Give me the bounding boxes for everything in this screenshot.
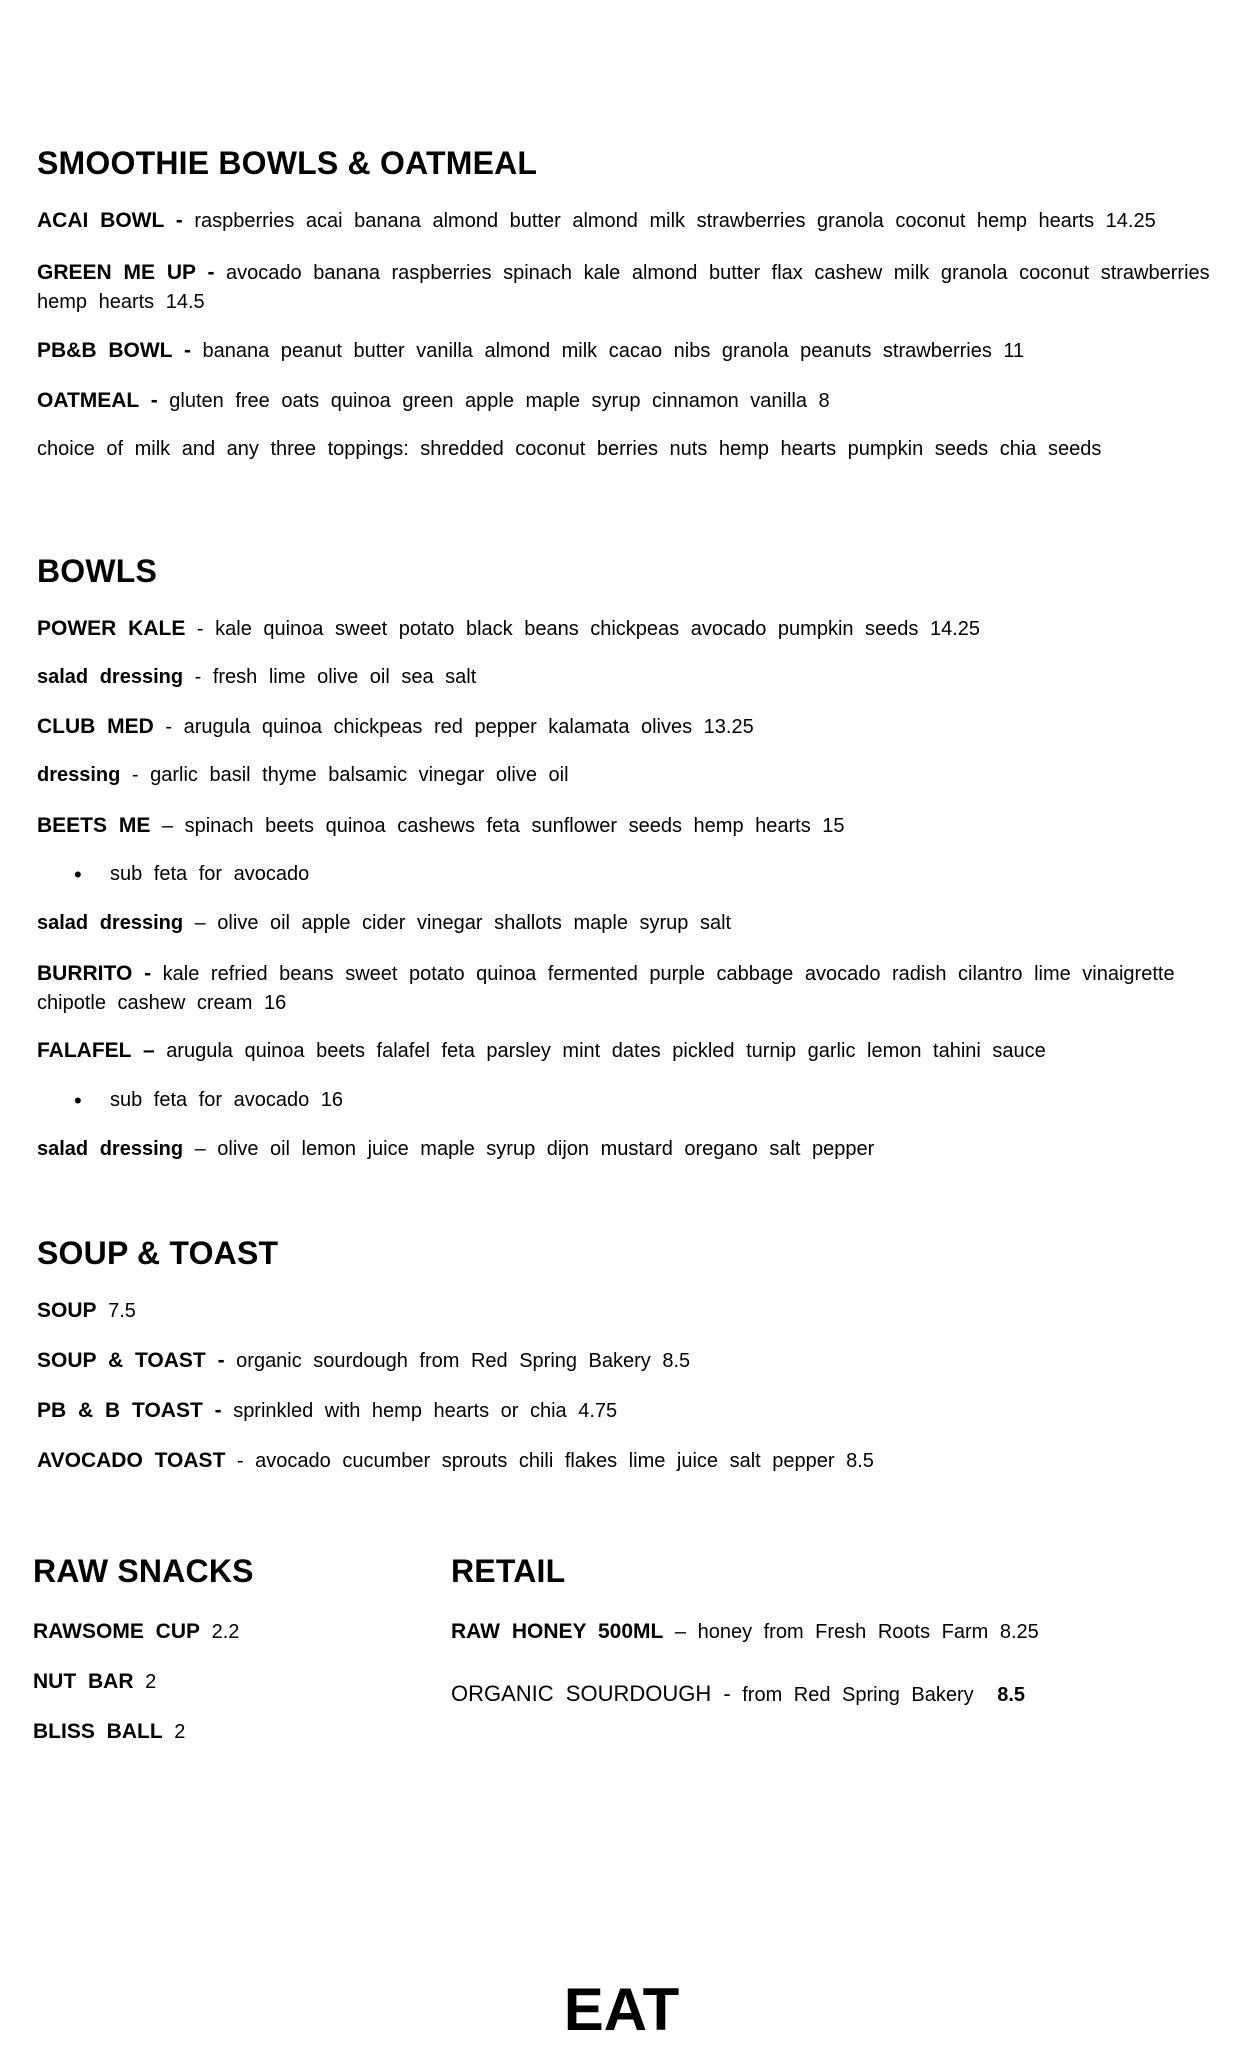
item-name: ACAI BOWL - — [37, 209, 183, 232]
item-name: POWER KALE — [37, 617, 186, 640]
menu-item-beets-me — [37, 811, 845, 841]
item-description: - arugula quinoa chickpeas red pepper kalamata olives 13.25 — [165, 716, 754, 738]
item-description: sprinkled with hemp hearts or chia 4.75 — [233, 1400, 618, 1422]
menu-item-pbb-bowl — [37, 336, 1024, 366]
item-name: AVOCADO TOAST — [37, 1449, 226, 1472]
item-name: BLISS BALL — [33, 1720, 163, 1743]
item-name: RAWSOME CUP — [33, 1620, 201, 1643]
dressing-description: - garlic basil thyme balsamic vinegar olive oil — [120, 764, 569, 786]
beets-me-sub-note — [74, 860, 309, 889]
item-name: PB&B BOWL - — [37, 339, 191, 362]
item-price: 2 — [174, 1721, 186, 1743]
oatmeal-toppings-note: choice of milk and any three toppings: shredded coconut berries nuts hemp hearts pumpkin seeds chia seeds — [37, 438, 1102, 460]
item-name: PB & B TOAST - — [37, 1399, 222, 1422]
menu-item-soup-and-toast — [37, 1346, 690, 1376]
item-name: SOUP — [37, 1299, 97, 1322]
menu-item-burrito — [37, 959, 1222, 1018]
dressing-description: – olive oil lemon juice maple syrup dijon mustard oregano salt pepper — [194, 1138, 875, 1160]
section-heading-soup-toast: SOUP & TOAST — [37, 1235, 279, 1271]
section-heading-smoothie: SMOOTHIE BOWLS & OATMEAL — [37, 145, 538, 181]
item-description: - avocado cucumber sprouts chili flakes lime juice salt pepper 8.5 — [236, 1450, 874, 1472]
bullet-icon: • — [74, 862, 82, 887]
menu-item-rawsome-cup — [33, 1617, 239, 1647]
beets-me-dressing — [37, 909, 731, 938]
item-name: ORGANIC SOURDOUGH - — [451, 1681, 731, 1706]
section-heading-retail: RETAIL — [451, 1553, 566, 1589]
dressing-description: – olive oil apple cider vinegar shallots maple syrup salt — [194, 912, 732, 934]
item-description: - kale quinoa sweet potato black beans chickpeas avocado pumpkin seeds 14.25 — [196, 618, 981, 640]
item-price: 7.5 — [108, 1300, 136, 1322]
menu-item-oatmeal — [37, 386, 830, 416]
item-name: BURRITO - — [37, 962, 152, 985]
item-description: from Red Spring Bakery — [742, 1684, 974, 1706]
item-description: – honey from Fresh Roots Farm 8.25 — [674, 1621, 1039, 1643]
section-heading-raw-snacks: RAW SNACKS — [33, 1553, 254, 1589]
item-name: NUT BAR — [33, 1670, 134, 1693]
item-name: FALAFEL – — [37, 1039, 155, 1062]
item-name: SOUP & TOAST - — [37, 1349, 225, 1372]
item-description: gluten free oats quinoa green apple maple syrup cinnamon vanilla 8 — [169, 390, 830, 412]
section-heading-bowls: BOWLS — [37, 553, 158, 589]
item-description: organic sourdough from Red Spring Bakery 8.5 — [236, 1350, 691, 1372]
item-description: – spinach beets quinoa cashews feta sunflower seeds hemp hearts 15 — [161, 815, 845, 837]
dressing-label: salad dressing — [37, 666, 184, 688]
item-name: GREEN ME UP - — [37, 261, 215, 284]
menu-item-avocado-toast — [37, 1446, 874, 1476]
dressing-label: salad dressing — [37, 1138, 184, 1160]
menu-item-acai-bowl — [37, 206, 1156, 236]
menu-item-nut-bar — [33, 1667, 156, 1697]
menu-item-pb-b-toast — [37, 1396, 617, 1426]
item-description: kale refried beans sweet potato quinoa fermented purple cabbage avocado radish cilantro lime vinaigrette chipotle cashew cream 16 — [37, 963, 1175, 1014]
item-price: 2 — [145, 1671, 157, 1693]
item-name: CLUB MED — [37, 715, 154, 738]
club-med-dressing — [37, 761, 569, 790]
item-name: OATMEAL - — [37, 389, 158, 412]
item-price: 8.5 — [997, 1684, 1026, 1706]
dressing-label: dressing — [37, 764, 121, 786]
falafel-sub-note — [74, 1086, 343, 1115]
menu-item-green-me-up — [37, 258, 1222, 317]
item-description: banana peanut butter vanilla almond milk cacao nibs granola peanuts strawberries 11 — [202, 340, 1025, 362]
item-name: RAW HONEY 500ML — [451, 1620, 664, 1643]
menu-item-club-med — [37, 712, 754, 742]
item-name: BEETS ME — [37, 814, 151, 837]
menu-item-falafel — [37, 1036, 1046, 1066]
item-description: raspberries acai banana almond butter almond milk strawberries granola coconut hemp hearts 14.25 — [194, 210, 1156, 232]
menu-item-bliss-ball — [33, 1717, 185, 1747]
menu-item-power-kale — [37, 614, 980, 644]
sub-note-text: sub feta for avocado 16 — [110, 1089, 344, 1111]
falafel-dressing — [37, 1135, 874, 1164]
bullet-icon: • — [74, 1088, 82, 1113]
sub-note-text: sub feta for avocado — [110, 863, 310, 885]
dressing-label: salad dressing — [37, 912, 184, 934]
item-price: 2.2 — [211, 1621, 240, 1643]
item-description: arugula quinoa beets falafel feta parsley mint dates pickled turnip garlic lemon tahini sauce — [166, 1040, 1046, 1062]
footer-title: EAT — [563, 1976, 680, 2043]
dressing-description: - fresh lime olive oil sea salt — [183, 666, 477, 688]
retail-item-raw-honey — [451, 1617, 1039, 1647]
power-kale-dressing — [37, 663, 476, 692]
item-description: avocado banana raspberries spinach kale almond butter flax cashew milk granola coconut strawberries hemp hearts 14.5 — [37, 262, 1210, 313]
menu-item-soup — [37, 1296, 136, 1326]
retail-item-organic-sourdough — [451, 1679, 1025, 1710]
